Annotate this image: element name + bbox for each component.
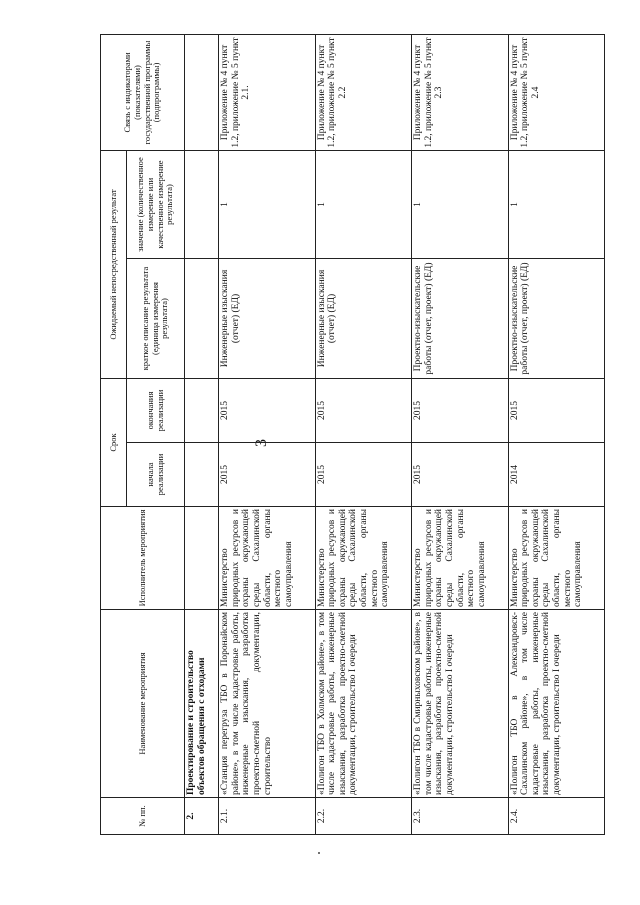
header-name: Наименование мероприятия	[101, 610, 185, 798]
row-link: Приложение № 4 пункт 1.2, приложение № 5 пункт 2.1.	[219, 35, 316, 151]
row-num: 2.4.	[508, 798, 605, 835]
row-name: «Станция перегруза ТБО в Поронайском районе», в том числе кадастровые работы, инженерные изыскания, разработка проектно-сметной документации, строительство	[219, 610, 316, 798]
row-result-desc: Инженерные изыскания (отчет) (ЕД)	[219, 259, 316, 379]
header-term: Срок	[101, 379, 127, 507]
header-result-value: значение (количественное измерение или качественное измерение результата)	[127, 151, 185, 259]
section-row	[185, 35, 219, 835]
page-number: 3	[253, 439, 270, 447]
row-start: 2015	[412, 443, 509, 507]
row-result-value: 1	[219, 151, 316, 259]
row-link: Приложение № 4 пункт 1.2, приложение № 5 пункт 2.2	[315, 35, 412, 151]
header-executor: Исполнитель мероприятия	[101, 507, 185, 610]
row-end: 2015	[219, 379, 316, 443]
row-num: 2.2.	[315, 798, 412, 835]
row-end: 2015	[315, 379, 412, 443]
row-name: «Полигон ТБО в Холмском районе», в том числе кадастровые работы, инженерные изыскания, разработка проектно-сметной документации, строительство I очереди	[315, 610, 412, 798]
rotated-table-container	[100, 35, 605, 835]
row-end: 2015	[508, 379, 605, 443]
table-row	[219, 35, 316, 835]
row-link: Приложение № 4 пункт 1.2, приложение № 5 пункт 2.4	[508, 35, 605, 151]
table-row	[508, 35, 605, 835]
row-executor: Министерство природных ресурсов и охраны окружающей среды Сахалинской области, органы местного самоуправления	[315, 507, 412, 610]
header-term-start: начала реализации	[127, 443, 185, 507]
header-term-end: окончания реализации	[127, 379, 185, 443]
row-num: 2.1.	[219, 798, 316, 835]
row-executor: Министерство природных ресурсов и охраны окружающей среды Сахалинской области, органы местного самоуправления	[219, 507, 316, 610]
table-row	[315, 35, 412, 835]
row-result-value: 1	[508, 151, 605, 259]
row-result-value: 1	[412, 151, 509, 259]
row-name: «Полигон ТБО в Смирныховском районе», в том числе кадастровые работы, инженерные изыскания, разработка проектно-сметной документации, строительство I очереди	[412, 610, 509, 798]
row-result-value: 1	[315, 151, 412, 259]
scan-speck	[318, 852, 320, 854]
header-link: Связь с индикаторами (показателями) государственной программы (подпрограммы)	[101, 35, 185, 151]
header-num: № пп.	[101, 798, 185, 835]
row-result-desc: Инженерные изыскания (отчет) (ЕД)	[315, 259, 412, 379]
row-name: «Полигон ТБО в Александровск-Сахалинском районе», в том числе кадастровые работы, инженерные изыскания, разработка проектно-сметной документации, строительство I очереди	[508, 610, 605, 798]
row-start: 2015	[219, 443, 316, 507]
row-result-desc: Проектно-изыскательские работы (отчет, проект) (ЕД)	[508, 259, 605, 379]
program-activities-table	[100, 34, 605, 835]
row-executor: Министерство природных ресурсов и охраны окружающей среды Сахалинской области, органы местного самоуправления	[508, 507, 605, 610]
row-num: 2.3.	[412, 798, 509, 835]
header-result-desc: краткое описание результата (единица измерения результата)	[127, 259, 185, 379]
table-row	[412, 35, 509, 835]
section-num: 2.	[185, 798, 219, 835]
header-result: Ожидаемый непосредственный результат	[101, 151, 127, 379]
row-end: 2015	[412, 379, 509, 443]
row-result-desc: Проектно-изыскательские работы (отчет, проект) (ЕД)	[412, 259, 509, 379]
row-start: 2015	[315, 443, 412, 507]
row-start: 2014	[508, 443, 605, 507]
row-link: Приложение № 4 пункт 1.2, приложение № 5 пункт 2.3	[412, 35, 509, 151]
section-title: Проектирование и строительство объектов обращения с отходами	[185, 610, 219, 798]
row-executor: Министерство природных ресурсов и охраны окружающей среды Сахалинской области, органы местного самоуправления	[412, 507, 509, 610]
